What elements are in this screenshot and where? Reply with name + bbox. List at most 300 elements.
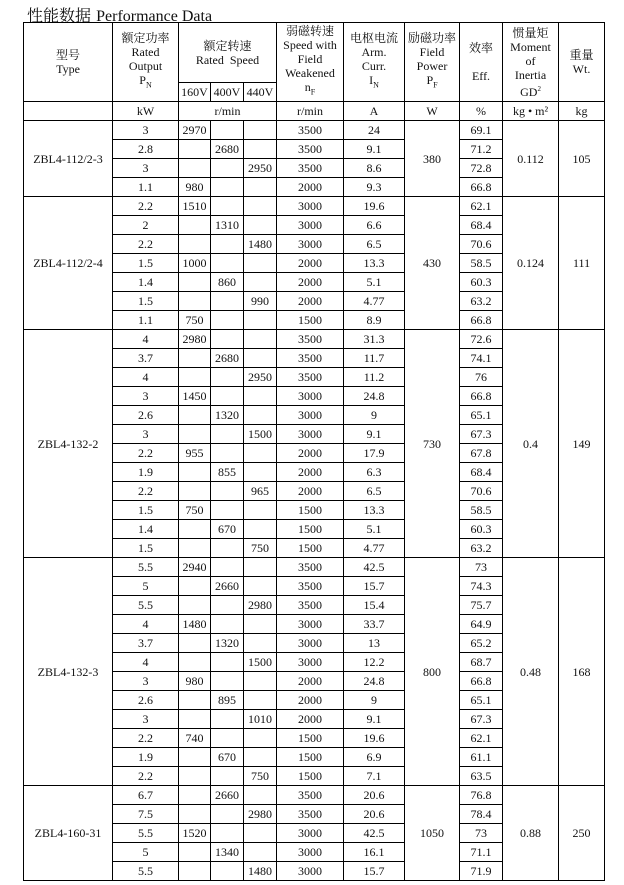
- rated-output-cell: 4: [113, 368, 179, 387]
- rated-output-cell: 6.7: [113, 786, 179, 805]
- arm-current-cell: 42.5: [344, 558, 405, 577]
- speed-160v-cell: 1510: [179, 197, 211, 216]
- speed-440v-cell: [244, 140, 277, 159]
- arm-current-cell: 6.6: [344, 216, 405, 235]
- efficiency-cell: 73: [460, 558, 503, 577]
- arm-current-cell: 24.8: [344, 672, 405, 691]
- speed-400v-cell: 855: [211, 463, 244, 482]
- type-cell: ZBL4-112/2-3: [24, 121, 113, 197]
- speed-weakened-cell: 3500: [277, 121, 344, 140]
- arm-current-cell: 13: [344, 634, 405, 653]
- rated-output-cell: 3: [113, 425, 179, 444]
- rated-output-cell: 5.5: [113, 862, 179, 881]
- type-cell: ZBL4-160-31: [24, 786, 113, 881]
- speed-weakened-cell: 3000: [277, 824, 344, 843]
- header-440v: 440V: [244, 83, 277, 102]
- speed-400v-cell: 2660: [211, 577, 244, 596]
- rated-output-cell: 2.8: [113, 140, 179, 159]
- speed-400v-cell: [211, 501, 244, 520]
- speed-160v-cell: [179, 235, 211, 254]
- speed-weakened-cell: 3500: [277, 558, 344, 577]
- efficiency-cell: 71.9: [460, 862, 503, 881]
- table-row: [24, 121, 605, 140]
- speed-160v-cell: [179, 539, 211, 558]
- rated-output-cell: 4: [113, 615, 179, 634]
- efficiency-cell: 71.2: [460, 140, 503, 159]
- speed-weakened-cell: 1500: [277, 729, 344, 748]
- speed-440v-cell: 2950: [244, 159, 277, 178]
- unit-w: W: [405, 102, 460, 121]
- header-weight: 重量 Wt.: [559, 23, 605, 102]
- rated-output-cell: 1.1: [113, 178, 179, 197]
- speed-440v-cell: [244, 406, 277, 425]
- speed-440v-cell: 750: [244, 539, 277, 558]
- speed-160v-cell: 1000: [179, 254, 211, 273]
- inertia-cell: 0.48: [503, 558, 559, 786]
- speed-weakened-cell: 1500: [277, 311, 344, 330]
- speed-440v-cell: [244, 786, 277, 805]
- speed-400v-cell: 1320: [211, 634, 244, 653]
- speed-160v-cell: 980: [179, 178, 211, 197]
- speed-weakened-cell: 3000: [277, 197, 344, 216]
- speed-160v-cell: 2980: [179, 330, 211, 349]
- rated-output-cell: 3: [113, 710, 179, 729]
- speed-weakened-cell: 2000: [277, 178, 344, 197]
- speed-160v-cell: [179, 691, 211, 710]
- speed-160v-cell: [179, 748, 211, 767]
- field-power-cell: 800: [405, 558, 460, 786]
- speed-weakened-cell: 3000: [277, 634, 344, 653]
- speed-160v-cell: [179, 596, 211, 615]
- unit-rmin: r/min: [179, 102, 277, 121]
- speed-160v-cell: [179, 520, 211, 539]
- arm-current-cell: 5.1: [344, 273, 405, 292]
- speed-440v-cell: [244, 178, 277, 197]
- speed-weakened-cell: 3500: [277, 596, 344, 615]
- title-en: Performance Data: [96, 8, 213, 25]
- speed-weakened-cell: 3500: [277, 140, 344, 159]
- efficiency-cell: 63.2: [460, 539, 503, 558]
- speed-160v-cell: [179, 159, 211, 178]
- speed-weakened-cell: 3000: [277, 387, 344, 406]
- efficiency-cell: 70.6: [460, 235, 503, 254]
- speed-160v-cell: 1480: [179, 615, 211, 634]
- speed-400v-cell: [211, 330, 244, 349]
- speed-400v-cell: [211, 862, 244, 881]
- efficiency-cell: 62.1: [460, 729, 503, 748]
- speed-440v-cell: [244, 273, 277, 292]
- efficiency-cell: 71.1: [460, 843, 503, 862]
- speed-400v-cell: [211, 387, 244, 406]
- speed-440v-cell: 1010: [244, 710, 277, 729]
- arm-current-cell: 11.7: [344, 349, 405, 368]
- arm-current-cell: 24: [344, 121, 405, 140]
- speed-400v-cell: 895: [211, 691, 244, 710]
- speed-weakened-cell: 2000: [277, 273, 344, 292]
- header-400v: 400V: [211, 83, 244, 102]
- field-power-cell: 380: [405, 121, 460, 197]
- efficiency-cell: 69.1: [460, 121, 503, 140]
- header-type: 型号 Type: [24, 23, 113, 102]
- rated-output-cell: 1.5: [113, 501, 179, 520]
- efficiency-cell: 62.1: [460, 197, 503, 216]
- efficiency-cell: 73: [460, 824, 503, 843]
- arm-current-cell: 42.5: [344, 824, 405, 843]
- speed-440v-cell: [244, 501, 277, 520]
- speed-weakened-cell: 3000: [277, 216, 344, 235]
- unit-type: [24, 102, 113, 121]
- arm-current-cell: 15.7: [344, 862, 405, 881]
- efficiency-cell: 66.8: [460, 672, 503, 691]
- speed-160v-cell: [179, 862, 211, 881]
- speed-weakened-cell: 3000: [277, 406, 344, 425]
- rated-output-cell: 5: [113, 577, 179, 596]
- efficiency-cell: 58.5: [460, 501, 503, 520]
- speed-440v-cell: 965: [244, 482, 277, 501]
- rated-output-cell: 1.4: [113, 520, 179, 539]
- speed-160v-cell: [179, 577, 211, 596]
- efficiency-cell: 63.5: [460, 767, 503, 786]
- speed-440v-cell: [244, 197, 277, 216]
- efficiency-cell: 72.6: [460, 330, 503, 349]
- speed-400v-cell: [211, 805, 244, 824]
- title-cn: 性能数据: [27, 6, 92, 25]
- rated-output-cell: 2.6: [113, 691, 179, 710]
- header-efficiency: 效率 Eff.: [460, 23, 503, 102]
- arm-current-cell: 9.3: [344, 178, 405, 197]
- speed-weakened-cell: 3000: [277, 843, 344, 862]
- rated-output-cell: 1.9: [113, 748, 179, 767]
- speed-400v-cell: [211, 482, 244, 501]
- rated-output-cell: 4: [113, 330, 179, 349]
- type-cell: ZBL4-132-3: [24, 558, 113, 786]
- speed-440v-cell: [244, 254, 277, 273]
- efficiency-cell: 65.1: [460, 406, 503, 425]
- speed-160v-cell: [179, 292, 211, 311]
- speed-160v-cell: [179, 273, 211, 292]
- table-row: [24, 558, 605, 577]
- speed-160v-cell: [179, 786, 211, 805]
- rated-output-cell: 3.7: [113, 634, 179, 653]
- rated-output-cell: 3: [113, 121, 179, 140]
- speed-440v-cell: 2980: [244, 596, 277, 615]
- rated-output-cell: 1.4: [113, 273, 179, 292]
- speed-440v-cell: [244, 729, 277, 748]
- arm-current-cell: 9.1: [344, 140, 405, 159]
- speed-440v-cell: [244, 349, 277, 368]
- speed-weakened-cell: 3000: [277, 615, 344, 634]
- field-power-cell: 730: [405, 330, 460, 558]
- speed-weakened-cell: 3000: [277, 425, 344, 444]
- speed-weakened-cell: 3000: [277, 653, 344, 672]
- efficiency-cell: 76.8: [460, 786, 503, 805]
- speed-160v-cell: [179, 634, 211, 653]
- unit-kg: kg: [559, 102, 605, 121]
- speed-weakened-cell: 1500: [277, 748, 344, 767]
- header-inertia: 惯量矩 Moment of Inertia $GD^2$: [503, 23, 559, 102]
- speed-400v-cell: [211, 159, 244, 178]
- speed-400v-cell: [211, 444, 244, 463]
- arm-current-cell: 8.9: [344, 311, 405, 330]
- arm-current-cell: 6.5: [344, 235, 405, 254]
- weight-cell: 111: [559, 197, 605, 330]
- speed-160v-cell: 955: [179, 444, 211, 463]
- speed-440v-cell: [244, 121, 277, 140]
- speed-400v-cell: [211, 235, 244, 254]
- inertia-cell: 0.4: [503, 330, 559, 558]
- arm-current-cell: 15.7: [344, 577, 405, 596]
- speed-440v-cell: [244, 691, 277, 710]
- weight-cell: 149: [559, 330, 605, 558]
- speed-160v-cell: [179, 767, 211, 786]
- weight-cell: 105: [559, 121, 605, 197]
- speed-weakened-cell: 3000: [277, 862, 344, 881]
- efficiency-cell: 58.5: [460, 254, 503, 273]
- arm-current-cell: 13.3: [344, 254, 405, 273]
- speed-400v-cell: [211, 767, 244, 786]
- speed-160v-cell: [179, 463, 211, 482]
- speed-weakened-cell: 2000: [277, 691, 344, 710]
- weight-cell: 250: [559, 786, 605, 881]
- arm-current-cell: 8.6: [344, 159, 405, 178]
- efficiency-cell: 74.3: [460, 577, 503, 596]
- speed-weakened-cell: 1500: [277, 767, 344, 786]
- speed-440v-cell: [244, 444, 277, 463]
- efficiency-cell: 67.3: [460, 425, 503, 444]
- rated-output-cell: 2.2: [113, 767, 179, 786]
- speed-weakened-cell: 3500: [277, 786, 344, 805]
- efficiency-cell: 75.7: [460, 596, 503, 615]
- speed-440v-cell: [244, 843, 277, 862]
- speed-400v-cell: 670: [211, 748, 244, 767]
- arm-current-cell: 6.3: [344, 463, 405, 482]
- efficiency-cell: 68.4: [460, 216, 503, 235]
- speed-400v-cell: [211, 539, 244, 558]
- speed-160v-cell: [179, 653, 211, 672]
- speed-160v-cell: 740: [179, 729, 211, 748]
- speed-weakened-cell: 3500: [277, 368, 344, 387]
- arm-current-cell: 7.1: [344, 767, 405, 786]
- speed-400v-cell: 670: [211, 520, 244, 539]
- arm-current-cell: 20.6: [344, 786, 405, 805]
- arm-current-cell: 33.7: [344, 615, 405, 634]
- rated-output-cell: 1.5: [113, 292, 179, 311]
- speed-400v-cell: [211, 558, 244, 577]
- speed-weakened-cell: 2000: [277, 292, 344, 311]
- units-row: [24, 102, 605, 121]
- speed-440v-cell: [244, 463, 277, 482]
- arm-current-cell: 11.2: [344, 368, 405, 387]
- arm-current-cell: 24.8: [344, 387, 405, 406]
- arm-current-cell: 31.3: [344, 330, 405, 349]
- arm-current-cell: 15.4: [344, 596, 405, 615]
- speed-400v-cell: [211, 197, 244, 216]
- efficiency-cell: 61.1: [460, 748, 503, 767]
- speed-160v-cell: [179, 368, 211, 387]
- rated-output-cell: 5: [113, 843, 179, 862]
- efficiency-cell: 66.8: [460, 387, 503, 406]
- efficiency-cell: 72.8: [460, 159, 503, 178]
- efficiency-cell: 66.8: [460, 178, 503, 197]
- inertia-cell: 0.88: [503, 786, 559, 881]
- unit-percent: %: [460, 102, 503, 121]
- arm-current-cell: 13.3: [344, 501, 405, 520]
- speed-440v-cell: [244, 387, 277, 406]
- rated-output-cell: 2.6: [113, 406, 179, 425]
- efficiency-cell: 67.3: [460, 710, 503, 729]
- speed-weakened-cell: 2000: [277, 482, 344, 501]
- rated-output-cell: 4: [113, 653, 179, 672]
- unit-inertia: kg • m²: [503, 102, 559, 121]
- type-cell: ZBL4-112/2-4: [24, 197, 113, 330]
- header-160v: 160V: [179, 83, 211, 102]
- speed-weakened-cell: 1500: [277, 520, 344, 539]
- efficiency-cell: 63.2: [460, 292, 503, 311]
- header-rated-speed: 额定转速 Rated Speed: [179, 23, 277, 83]
- rated-output-cell: 1.5: [113, 539, 179, 558]
- speed-weakened-cell: 3500: [277, 349, 344, 368]
- speed-weakened-cell: 2000: [277, 254, 344, 273]
- speed-160v-cell: [179, 140, 211, 159]
- speed-440v-cell: 1480: [244, 862, 277, 881]
- arm-current-cell: 9: [344, 406, 405, 425]
- speed-160v-cell: [179, 406, 211, 425]
- table-row: [24, 330, 605, 349]
- efficiency-cell: 74.1: [460, 349, 503, 368]
- speed-400v-cell: [211, 615, 244, 634]
- type-cell: ZBL4-132-2: [24, 330, 113, 558]
- speed-160v-cell: 2970: [179, 121, 211, 140]
- speed-400v-cell: [211, 368, 244, 387]
- speed-160v-cell: [179, 710, 211, 729]
- arm-current-cell: 9: [344, 691, 405, 710]
- arm-current-cell: 4.77: [344, 292, 405, 311]
- speed-440v-cell: [244, 615, 277, 634]
- efficiency-cell: 65.2: [460, 634, 503, 653]
- speed-440v-cell: 2980: [244, 805, 277, 824]
- speed-weakened-cell: 3000: [277, 235, 344, 254]
- speed-weakened-cell: 1500: [277, 539, 344, 558]
- arm-current-cell: 16.1: [344, 843, 405, 862]
- efficiency-cell: 66.8: [460, 311, 503, 330]
- efficiency-cell: 60.3: [460, 520, 503, 539]
- rated-output-cell: 5.5: [113, 596, 179, 615]
- speed-400v-cell: 1310: [211, 216, 244, 235]
- rated-output-cell: 1.1: [113, 311, 179, 330]
- speed-400v-cell: [211, 425, 244, 444]
- rated-output-cell: 3: [113, 159, 179, 178]
- speed-440v-cell: 1500: [244, 653, 277, 672]
- speed-400v-cell: [211, 653, 244, 672]
- efficiency-cell: 68.7: [460, 653, 503, 672]
- inertia-cell: 0.124: [503, 197, 559, 330]
- speed-160v-cell: [179, 482, 211, 501]
- speed-weakened-cell: 2000: [277, 672, 344, 691]
- inertia-cell: 0.112: [503, 121, 559, 197]
- arm-current-cell: 5.1: [344, 520, 405, 539]
- arm-current-cell: 6.5: [344, 482, 405, 501]
- speed-400v-cell: [211, 121, 244, 140]
- rated-output-cell: 2.2: [113, 444, 179, 463]
- speed-weakened-cell: 3500: [277, 330, 344, 349]
- speed-160v-cell: [179, 425, 211, 444]
- speed-160v-cell: [179, 843, 211, 862]
- speed-440v-cell: 990: [244, 292, 277, 311]
- efficiency-cell: 60.3: [460, 273, 503, 292]
- arm-current-cell: 19.6: [344, 729, 405, 748]
- rated-output-cell: 3: [113, 387, 179, 406]
- speed-400v-cell: 1340: [211, 843, 244, 862]
- efficiency-cell: 70.6: [460, 482, 503, 501]
- speed-440v-cell: 1500: [244, 425, 277, 444]
- unit-kw: kW: [113, 102, 179, 121]
- speed-400v-cell: [211, 729, 244, 748]
- speed-weakened-cell: 3500: [277, 159, 344, 178]
- arm-current-cell: 19.6: [344, 197, 405, 216]
- rated-output-cell: 5.5: [113, 824, 179, 843]
- performance-table: [23, 22, 605, 881]
- speed-440v-cell: [244, 672, 277, 691]
- rated-output-cell: 1.9: [113, 463, 179, 482]
- rated-output-cell: 2: [113, 216, 179, 235]
- speed-160v-cell: 980: [179, 672, 211, 691]
- efficiency-cell: 78.4: [460, 805, 503, 824]
- weight-cell: 168: [559, 558, 605, 786]
- efficiency-cell: 68.4: [460, 463, 503, 482]
- speed-160v-cell: 2940: [179, 558, 211, 577]
- speed-440v-cell: [244, 634, 277, 653]
- speed-400v-cell: 1320: [211, 406, 244, 425]
- arm-current-cell: 9.1: [344, 425, 405, 444]
- speed-440v-cell: [244, 311, 277, 330]
- header-field-power: 励磁功率 Field Power $P_F$: [405, 23, 460, 102]
- rated-output-cell: 2.2: [113, 482, 179, 501]
- speed-440v-cell: [244, 330, 277, 349]
- speed-160v-cell: 750: [179, 311, 211, 330]
- speed-400v-cell: [211, 178, 244, 197]
- arm-current-cell: 9.1: [344, 710, 405, 729]
- header-rated-output: 额定功率 Rated Output $P_N$: [113, 23, 179, 102]
- speed-440v-cell: [244, 216, 277, 235]
- arm-current-cell: 17.9: [344, 444, 405, 463]
- efficiency-cell: 76: [460, 368, 503, 387]
- speed-440v-cell: 1480: [244, 235, 277, 254]
- speed-400v-cell: 2660: [211, 786, 244, 805]
- speed-440v-cell: 2950: [244, 368, 277, 387]
- speed-400v-cell: [211, 710, 244, 729]
- rated-output-cell: 2.2: [113, 729, 179, 748]
- header-arm-current: 电枢电流 Arm. Curr. $I_N$: [344, 23, 405, 102]
- speed-weakened-cell: 3500: [277, 577, 344, 596]
- unit-rmin-weak: r/min: [277, 102, 344, 121]
- speed-160v-cell: 750: [179, 501, 211, 520]
- speed-440v-cell: [244, 520, 277, 539]
- speed-weakened-cell: 2000: [277, 463, 344, 482]
- speed-440v-cell: 750: [244, 767, 277, 786]
- arm-current-cell: 6.9: [344, 748, 405, 767]
- speed-440v-cell: [244, 577, 277, 596]
- speed-400v-cell: 2680: [211, 349, 244, 368]
- speed-400v-cell: [211, 311, 244, 330]
- speed-400v-cell: [211, 672, 244, 691]
- speed-160v-cell: [179, 805, 211, 824]
- speed-400v-cell: 860: [211, 273, 244, 292]
- rated-output-cell: 2.2: [113, 197, 179, 216]
- speed-160v-cell: [179, 216, 211, 235]
- table-row: [24, 786, 605, 805]
- speed-440v-cell: [244, 558, 277, 577]
- speed-400v-cell: [211, 254, 244, 273]
